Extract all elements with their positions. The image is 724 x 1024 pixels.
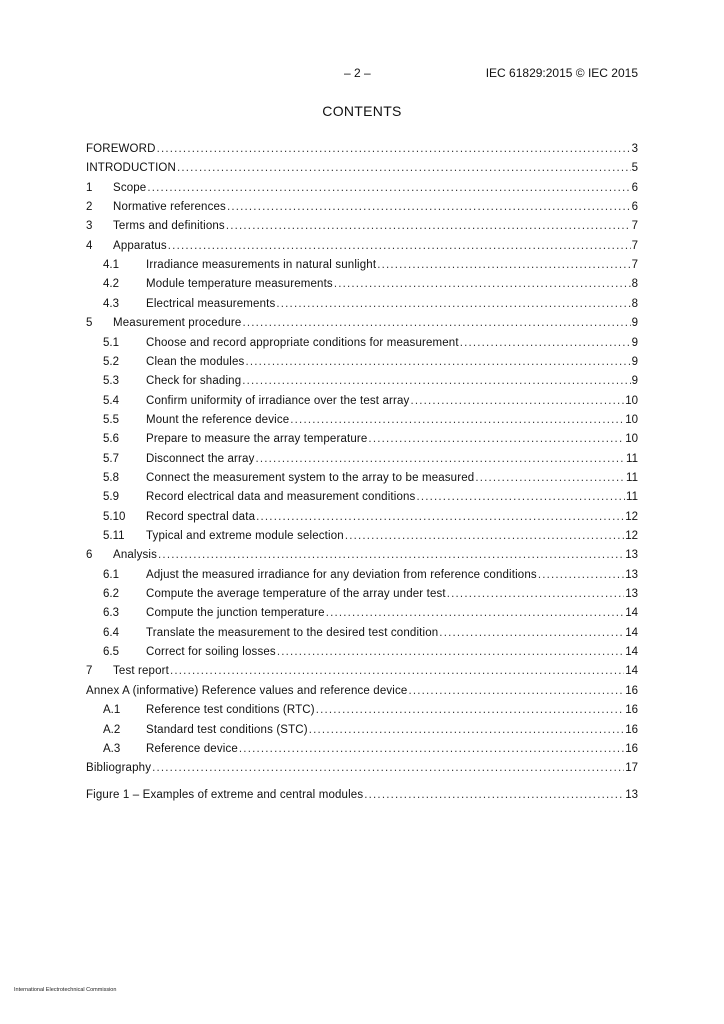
- toc-entry-title: Confirm uniformity of irradiance over the test array: [146, 394, 410, 407]
- dot-leader: [255, 453, 625, 465]
- toc-entry-title: INTRODUCTION: [86, 162, 176, 175]
- dot-leader: [152, 762, 624, 774]
- toc-entry-number: 5.6: [103, 433, 119, 446]
- toc-entry-number: 5.9: [103, 491, 119, 504]
- dot-leader: [475, 472, 625, 484]
- toc-entry[interactable]: [86, 685, 638, 703]
- dot-leader: [460, 337, 631, 349]
- dot-leader: [245, 356, 630, 368]
- toc-entry[interactable]: [86, 549, 638, 567]
- toc-entry-page: 14: [625, 646, 638, 659]
- page-header: [0, 66, 724, 84]
- dot-leader: [410, 395, 624, 407]
- dot-leader: [345, 530, 624, 542]
- toc-entry-number: 6.2: [103, 588, 119, 601]
- toc-entry-page: 13: [625, 788, 638, 801]
- toc-entry[interactable]: [103, 743, 638, 761]
- toc-entry[interactable]: [103, 491, 638, 509]
- dot-leader: [227, 201, 631, 213]
- toc-entry[interactable]: [103, 414, 638, 432]
- toc-entry-number: A.2: [103, 723, 121, 736]
- toc-entry[interactable]: [86, 143, 638, 161]
- toc-entry[interactable]: [103, 259, 638, 277]
- dot-leader: [170, 665, 624, 677]
- dot-leader: [147, 182, 630, 194]
- toc-entry[interactable]: [86, 182, 638, 200]
- toc-entry-page: 9: [631, 317, 638, 330]
- toc-entry-page: 16: [625, 684, 638, 697]
- toc-entry-title: Standard test conditions (STC): [146, 723, 308, 736]
- toc-entry[interactable]: [103, 530, 638, 548]
- toc-entry-number: 4.1: [103, 259, 119, 272]
- dot-leader: [439, 627, 624, 639]
- toc-entry-number: 5: [86, 317, 93, 330]
- toc-entry[interactable]: [103, 298, 638, 316]
- toc-entry-title: Record spectral data: [146, 510, 256, 523]
- toc-entry-title: Compute the junction temperature: [146, 607, 325, 620]
- toc-entry-page: 14: [625, 626, 638, 639]
- toc-entry-title: Translate the measurement to the desired test condition: [146, 626, 439, 639]
- toc-entry-page: 11: [626, 471, 638, 484]
- toc-entry-page: 9: [631, 375, 638, 388]
- toc-entry[interactable]: [103, 337, 638, 355]
- toc-entry[interactable]: [103, 511, 638, 529]
- toc-entry[interactable]: [86, 201, 638, 219]
- toc-entry-page: 8: [631, 278, 638, 291]
- toc-entry-page: 13: [625, 549, 638, 562]
- toc-entry-number: 6.1: [103, 568, 119, 581]
- dot-leader: [177, 162, 631, 174]
- toc-entry-title: Analysis: [113, 549, 158, 562]
- toc-entry-page: 11: [626, 452, 638, 465]
- toc-entry-page: 16: [625, 723, 638, 736]
- toc-entry-title: Adjust the measured irradiance for any deviation from reference conditions: [146, 568, 537, 581]
- toc-entry[interactable]: [86, 162, 638, 180]
- dot-leader: [309, 724, 624, 736]
- dot-leader: [276, 298, 630, 310]
- toc-entry-title: Connect the measurement system to the array to be measured: [146, 471, 475, 484]
- toc-entry-number: 6: [86, 549, 93, 562]
- toc-entry[interactable]: [103, 724, 638, 742]
- toc-entry-number: 5.3: [103, 375, 119, 388]
- toc-entry[interactable]: [103, 356, 638, 374]
- toc-entry-number: 5.4: [103, 394, 119, 407]
- standard-reference: IEC 61829:2015 © IEC 2015: [485, 66, 638, 80]
- toc-entry-page: 7: [631, 259, 638, 272]
- toc-entry[interactable]: [103, 278, 638, 296]
- toc-entry-page: 13: [625, 568, 638, 581]
- toc-entry-number: 6.3: [103, 607, 119, 620]
- toc-entry-page: 10: [625, 394, 638, 407]
- dot-leader: [368, 433, 624, 445]
- dot-leader: [334, 278, 631, 290]
- toc-entry-title: Check for shading: [146, 375, 242, 388]
- toc-entry-title: Annex A (informative) Reference values and reference device: [86, 684, 408, 697]
- toc-entry-page: 5: [631, 162, 638, 175]
- toc-entry-title: FOREWORD: [86, 143, 156, 155]
- toc-entry[interactable]: [103, 395, 638, 413]
- dot-leader: [226, 220, 631, 232]
- toc-entry-number: 6.5: [103, 646, 119, 659]
- toc-entry-number: 5.8: [103, 471, 119, 484]
- dot-leader: [242, 375, 630, 387]
- toc-entry[interactable]: [103, 569, 638, 587]
- toc-entry-page: 7: [631, 220, 638, 233]
- dot-leader: [408, 685, 624, 697]
- toc-entry-title: Bibliography: [86, 762, 152, 775]
- toc-entry-title: Clean the modules: [146, 355, 245, 368]
- toc-entry-page: 17: [625, 762, 638, 775]
- toc-entry-number: 1: [86, 181, 93, 194]
- dot-leader: [447, 588, 624, 600]
- toc-entry-number: 4.3: [103, 297, 119, 310]
- toc-entry-title: Compute the average temperature of the array under test: [146, 588, 446, 601]
- toc-entry-title: Terms and definitions: [113, 220, 225, 233]
- toc-entry-number: 6.4: [103, 626, 119, 639]
- toc-entry-title: Electrical measurements: [146, 297, 276, 310]
- toc-entry-page: 6: [631, 201, 638, 214]
- page-title: CONTENTS: [322, 103, 402, 119]
- toc-entry-page: 14: [625, 665, 638, 678]
- publisher-footer: International Electrotechnical Commission: [14, 987, 117, 993]
- toc-entry-page: 11: [626, 491, 638, 504]
- toc-entry-page: 9: [631, 336, 638, 349]
- dot-leader: [168, 240, 631, 252]
- toc-entry-page: 7: [631, 239, 638, 252]
- toc-entry-page: 16: [625, 704, 638, 717]
- toc-entry[interactable]: [103, 588, 638, 606]
- toc-entry-title: Correct for soiling losses: [146, 646, 276, 659]
- toc-entry-number: 4: [86, 239, 93, 252]
- toc-entry[interactable]: [86, 762, 638, 780]
- toc-entry[interactable]: [103, 375, 638, 393]
- toc-entry[interactable]: [86, 220, 638, 238]
- toc-entry-page: 16: [625, 742, 638, 755]
- toc-entry[interactable]: [103, 627, 638, 645]
- toc-entry-number: 5.2: [103, 355, 119, 368]
- toc-entry-page: 10: [625, 433, 638, 446]
- toc-entry-number: 5.1: [103, 336, 119, 349]
- page-number: – 2 –: [344, 66, 371, 80]
- toc-entry-number: A.3: [103, 742, 121, 755]
- figure-list-entry[interactable]: [86, 789, 638, 807]
- toc-entry-title: Irradiance measurements in natural sunlight: [146, 259, 377, 272]
- toc-entry-page: 9: [631, 355, 638, 368]
- dot-leader: [377, 259, 630, 271]
- dot-leader: [157, 143, 631, 155]
- toc-entry-title: Apparatus: [113, 239, 167, 252]
- dot-leader: [242, 317, 630, 329]
- toc-entry-page: 6: [631, 181, 638, 194]
- toc-entry[interactable]: [103, 453, 638, 471]
- toc-entry-number: 2: [86, 201, 93, 214]
- toc-entry-title: Reference device: [146, 742, 238, 755]
- toc-entry-number: 5.10: [103, 510, 126, 523]
- toc-entry-number: A.1: [103, 704, 121, 717]
- dot-leader: [290, 414, 624, 426]
- toc-entry-title: Choose and record appropriate conditions for measurement: [146, 336, 459, 349]
- toc-entry[interactable]: [103, 433, 638, 451]
- dot-leader: [158, 549, 624, 561]
- toc-entry-page: 10: [625, 413, 638, 426]
- toc-entry-title: Test report: [113, 665, 169, 678]
- toc-entry-title: Figure 1 – Examples of extreme and central modules: [86, 788, 364, 801]
- dot-leader: [326, 607, 625, 619]
- toc-entry-number: 3: [86, 220, 93, 233]
- toc-entry-number: 7: [86, 665, 93, 678]
- toc-entry-title: Disconnect the array: [146, 452, 255, 465]
- toc-entry-page: 14: [625, 607, 638, 620]
- dot-leader: [538, 569, 624, 581]
- toc-entry[interactable]: [86, 240, 638, 258]
- dot-leader: [239, 743, 624, 755]
- toc-entry-page: 12: [625, 510, 638, 523]
- toc-entry-page: 13: [625, 588, 638, 601]
- dot-leader: [416, 491, 625, 503]
- toc-entry-title: Measurement procedure: [113, 317, 242, 330]
- dot-leader: [316, 704, 625, 716]
- toc-entry[interactable]: [103, 472, 638, 490]
- toc-entry[interactable]: [103, 607, 638, 625]
- toc-entry-page: 8: [631, 297, 638, 310]
- dot-leader: [277, 646, 624, 658]
- toc-entry-page: 3: [631, 143, 638, 155]
- toc-entry[interactable]: [103, 704, 638, 722]
- toc-entry[interactable]: [86, 665, 638, 683]
- toc-entry-title: Record electrical data and measurement conditions: [146, 491, 416, 504]
- toc-entry-title: Mount the reference device: [146, 413, 290, 426]
- toc-entry[interactable]: [103, 646, 638, 664]
- toc-entry-page: 12: [625, 530, 638, 542]
- toc-entry-title: Typical and extreme module selection: [146, 530, 344, 542]
- toc-entry-number: 5.11: [103, 530, 125, 542]
- dot-leader: [256, 511, 624, 523]
- toc-entry-number: 4.2: [103, 278, 119, 291]
- toc-entry-title: Prepare to measure the array temperature: [146, 433, 368, 446]
- toc-entry[interactable]: [86, 317, 638, 335]
- toc-entry-title: Normative references: [113, 201, 226, 214]
- toc-entry-title: Scope: [113, 181, 147, 194]
- toc-entry-title: Reference test conditions (RTC): [146, 704, 315, 717]
- dot-leader: [364, 789, 624, 801]
- toc-entry-number: 5.7: [103, 452, 119, 465]
- toc-entry-number: 5.5: [103, 413, 119, 426]
- toc-entry-title: Module temperature measurements: [146, 278, 333, 291]
